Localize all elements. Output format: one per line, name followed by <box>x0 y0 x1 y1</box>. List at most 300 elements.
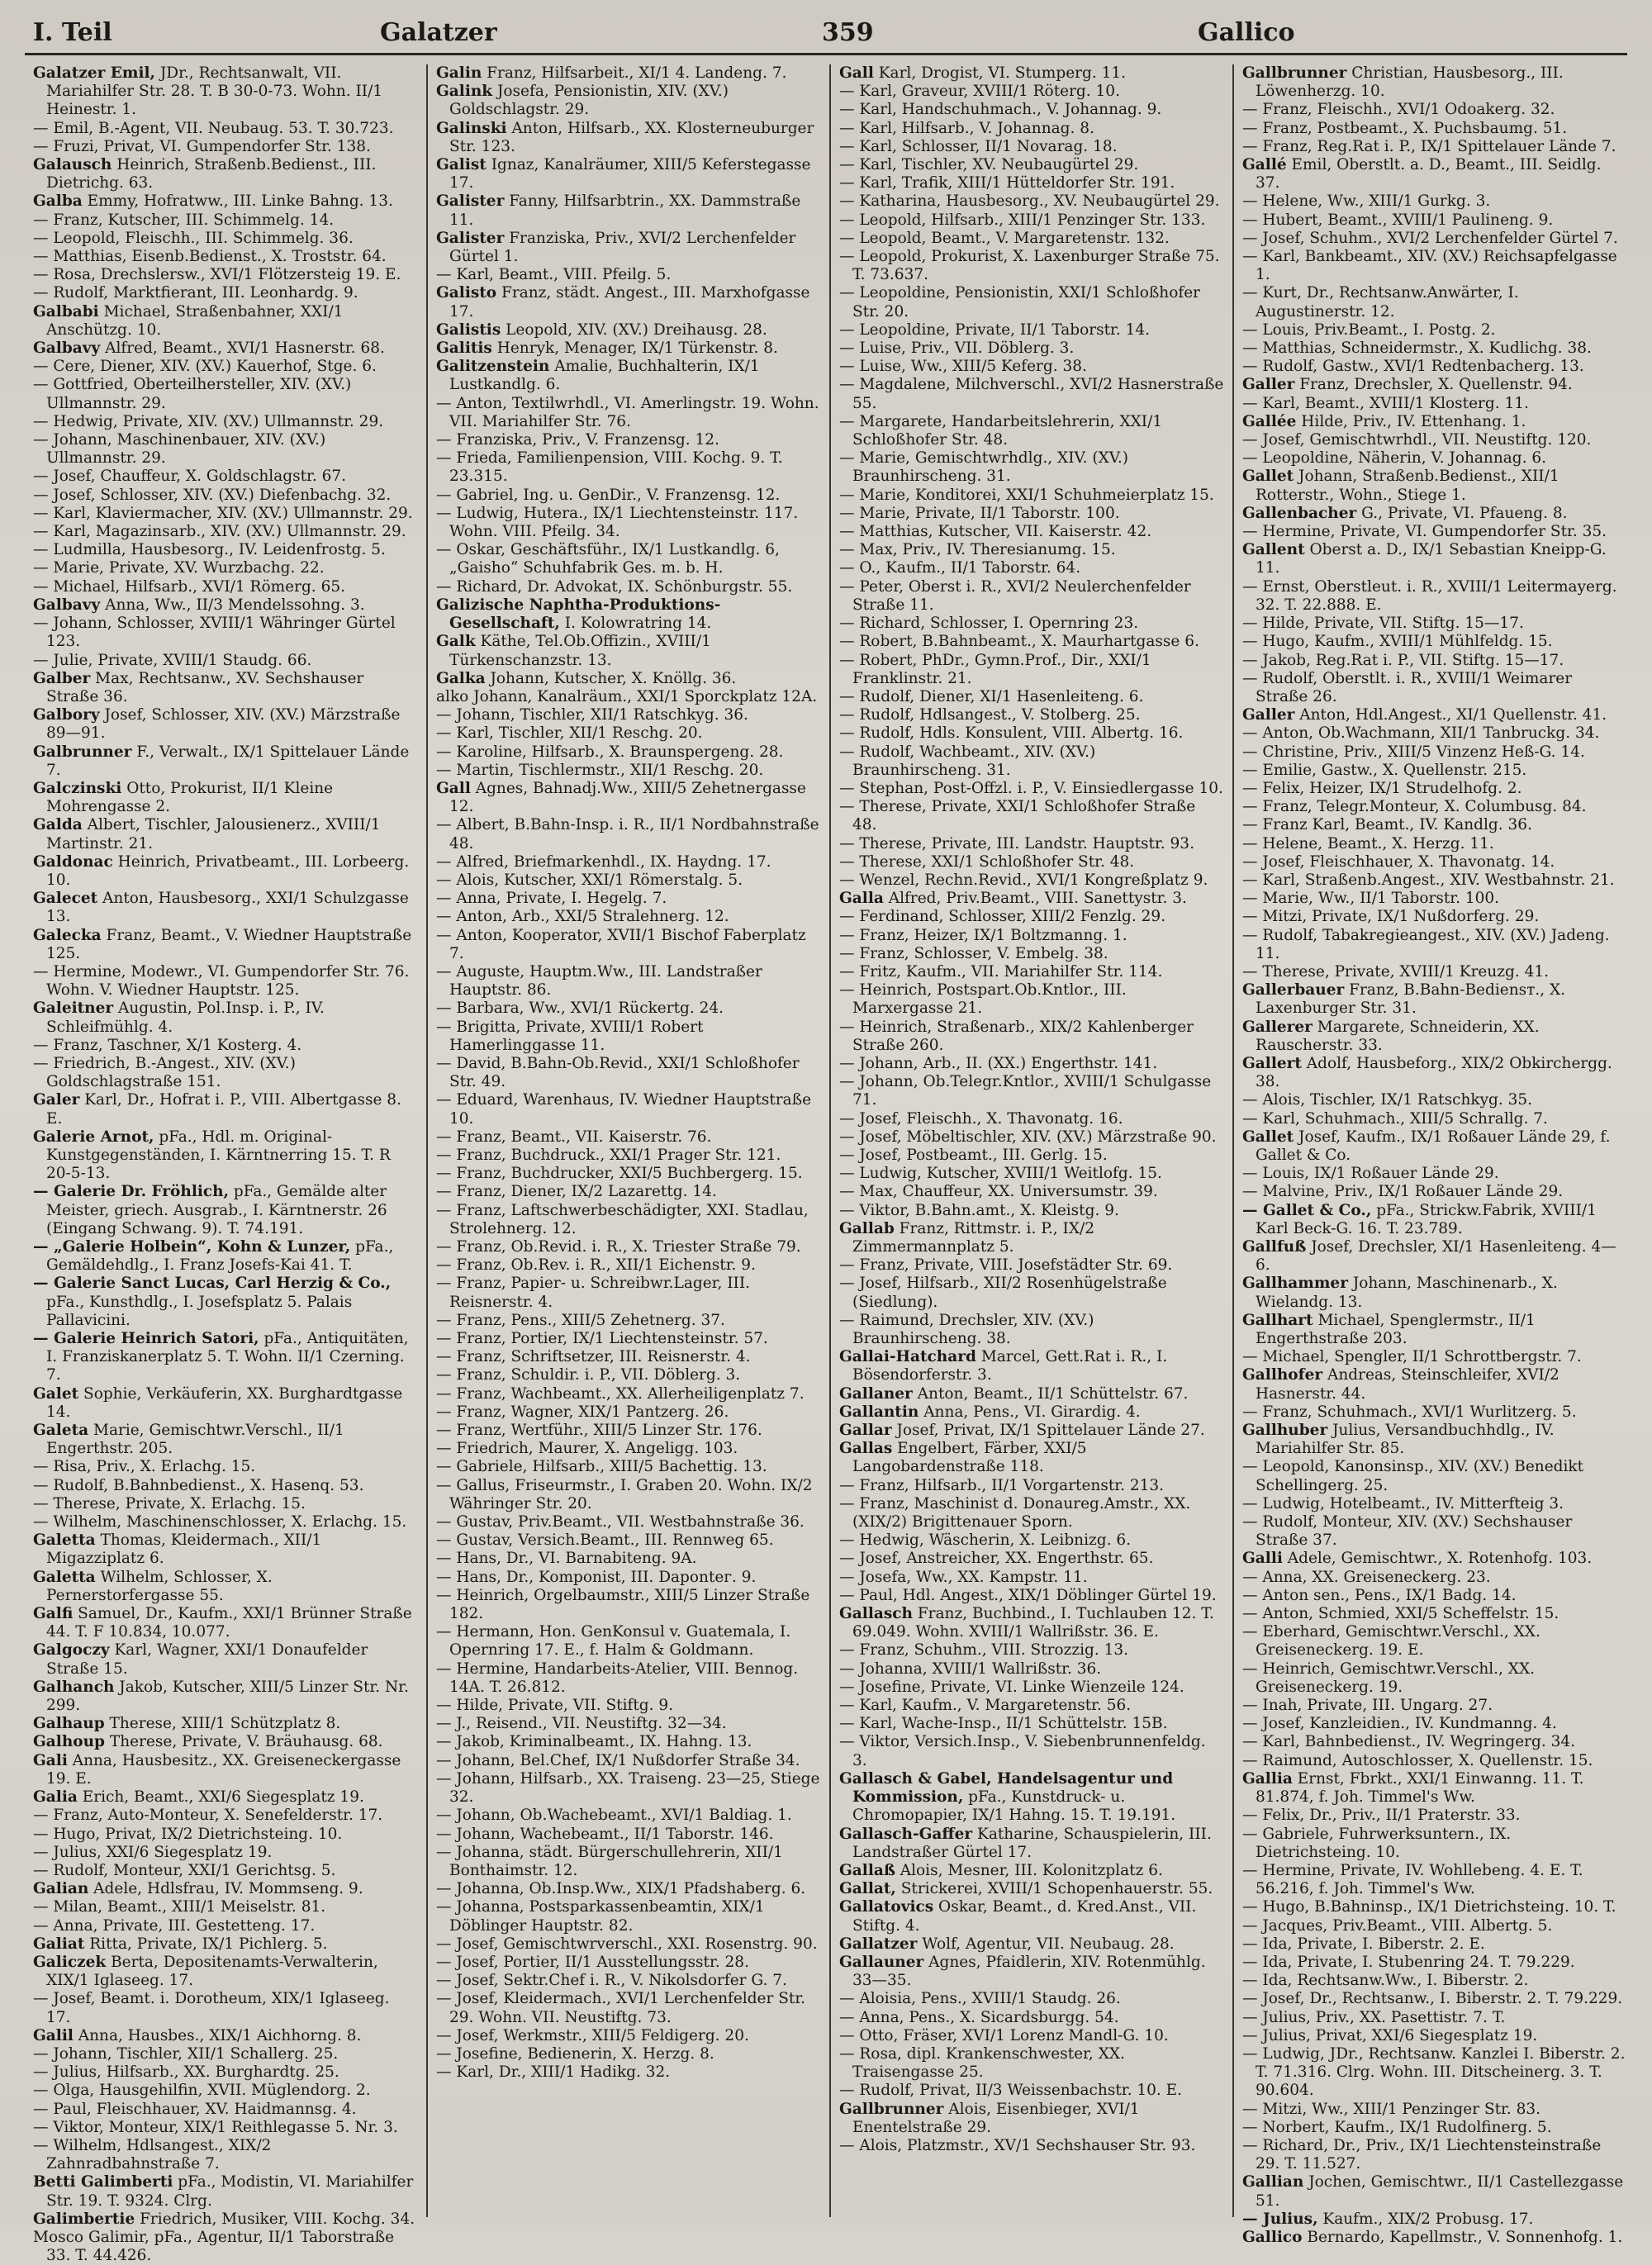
entry-details: — Johann, Maschinenbauer, XIV. (XV.) Ullmannstr. 29. <box>33 431 326 468</box>
directory-entry <box>839 1495 1224 1531</box>
directory-entry <box>33 927 418 963</box>
directory-entry <box>33 1477 418 1495</box>
directory-entry <box>1242 724 1627 743</box>
directory-entry <box>1242 1366 1627 1403</box>
directory-entry <box>839 1440 1224 1476</box>
directory-entry <box>839 1147 1224 1165</box>
directory-entry <box>33 487 418 505</box>
directory-entry <box>839 340 1224 358</box>
directory-entry <box>33 2137 418 2173</box>
directory-entry <box>1242 468 1627 504</box>
directory-entry <box>33 1715 418 1733</box>
entry-details: — Franz, Taschner, X/1 Kosterg. 4. <box>33 1036 302 1054</box>
entry-surname: Galgoczy <box>33 1641 110 1660</box>
entry-surname: Gallat, <box>839 1880 896 1898</box>
entry-details: — Richard, Dr. Advokat, IX. Schönburgstr. 55. <box>436 577 793 596</box>
entry-details: — Fruzi, Privat, VI. Gumpendorfer Str. 138. <box>33 137 371 155</box>
directory-entry <box>839 358 1224 376</box>
directory-entry <box>839 505 1224 523</box>
entry-surname: Galer <box>33 1091 80 1109</box>
entry-details: — Hugo, Privat, IX/2 Dietrichsteing. 10. <box>33 1825 343 1843</box>
directory-entry <box>839 487 1224 505</box>
entry-details: Franz, Beamt., V. Wiedner Hauptstraße 125. <box>46 926 412 962</box>
directory-entry <box>436 1275 821 1311</box>
entry-details: — Josef, Werkmstr., XIII/5 Feldigerg. 20. <box>436 2026 749 2044</box>
entry-details: — Johanna, Ob.Insp.Ww., XIX/1 Pfadshaberg. 6. <box>436 1880 806 1898</box>
entry-details: — Franziska, Priv., V. Franzensg. 12. <box>436 431 719 449</box>
directory-entry <box>1242 1954 1627 1972</box>
directory-entry <box>436 963 821 1000</box>
entry-details: — Oskar, Geschäftsführ., IX/1 Lustkandlg. 6, „Gaisho“ Schuhfabrik Ges. m. b. H. <box>436 541 780 577</box>
entry-details: — Stephan, Post-Offzl. i. P., V. Einsiedlergasse 10. <box>839 779 1223 797</box>
entry-surname: Gallet <box>1242 1128 1294 1146</box>
directory-entry <box>1242 1569 1627 1587</box>
entry-details: — Friedrich, B.-Angest., XIV. (XV.) Goldschlagstraße 151. <box>33 1054 296 1091</box>
entry-details: — Franz, Diener, IX/2 Lazarettg. 14. <box>436 1183 717 1201</box>
entry-details: — Paul, Hdl. Angest., XIX/1 Döblinger Gürtel 19. <box>839 1586 1217 1604</box>
entry-details: — Karl, Straßenb.Angest., XIV. Westbahnstr. 21. <box>1242 871 1615 889</box>
directory-entry <box>33 780 418 816</box>
directory-entry <box>33 578 418 596</box>
directory-entry <box>839 2009 1224 2027</box>
entry-details: — Hermine, Modewr., VI. Gumpendorfer Str. 76. Wohn. V. Wiedner Hauptstr. 125. <box>33 962 410 1000</box>
column-2 <box>426 64 829 2217</box>
directory-entry <box>1242 1752 1627 1770</box>
directory-entry <box>1242 1807 1627 1825</box>
entry-details: — Franz, Papier- u. Schreibwr.Lager, III. Reisnerstr. 4. <box>436 1275 751 1311</box>
directory-entry <box>436 449 821 486</box>
directory-entry <box>33 1330 418 1385</box>
entry-details: Ignaz, Kanalräumer, XIII/5 Keferstegasse 17. <box>449 156 811 192</box>
entry-details: Agnes, Bahnadj.Ww., XIII/5 Zehetnergasse 12. <box>449 779 806 816</box>
directory-entry <box>33 1990 418 2026</box>
entry-surname: Gallai-Hatchard <box>839 1348 976 1366</box>
entry-details: — Ida, Private, I. Stubenring 24. T. 79.229. <box>1242 1953 1575 1971</box>
column-3 <box>829 64 1232 2217</box>
entry-details: — Luise, Priv., VII. Döblerg. 3. <box>839 340 1075 358</box>
first-entry-guide: Galatzer <box>380 18 497 47</box>
entry-details: — Josefine, Private, VI. Linke Wienzeile 124. <box>839 1678 1184 1696</box>
directory-entry <box>839 321 1224 340</box>
directory-entry <box>839 174 1224 192</box>
directory-entry <box>839 83 1224 101</box>
entry-details: — Raimund, Drechsler, XIV. (XV.) Braunhirscheng. 38. <box>839 1311 1094 1348</box>
directory-entry <box>33 1605 418 1641</box>
entry-details: — Helene, Beamt., X. Herzg. 11. <box>1242 834 1494 852</box>
entry-details: — Julius, XXI/6 Siegesplatz 19. <box>33 1843 273 1861</box>
entry-details: — Johann, Hilfsarb., XX. Traiseng. 23—25, Stiege 32. <box>436 1769 820 1807</box>
entry-details: Berta, Depositenamts-Verwalterin, XIX/1 Iglaseeg. 17. <box>46 1953 378 1990</box>
entry-surname: Gallé <box>1242 156 1287 174</box>
entry-surname: Gallatzer <box>839 1935 918 1953</box>
entry-details: — Gabriel, Ing. u. GenDir., V. Franzensg. 12. <box>436 486 781 504</box>
entry-details: — Franz, Auto-Monteur, X. Senefelderstr. 17. <box>33 1807 383 1825</box>
entry-details: — Karl, Schuhmach., XIII/5 Schrallg. 7. <box>1242 1109 1548 1128</box>
directory-entry <box>33 1238 418 1275</box>
entry-details: — Josef, Schlosser, XIV. (XV.) Diefenbachg. 32. <box>33 486 392 504</box>
entry-details: — Paul, Fleischhauer, XV. Haidmannsg. 4. <box>33 2100 357 2118</box>
entry-details: — David, B.Bahn-Ob.Revid., XXI/1 Schloßhofer Str. 49. <box>436 1054 800 1091</box>
directory-entry <box>33 743 418 780</box>
directory-entry <box>33 1091 418 1128</box>
entry-details: — Kurt, Dr., Rechtsanw.Anwärter, I. Augustinerstr. 12. <box>1242 284 1519 321</box>
directory-entry <box>436 1348 821 1366</box>
directory-entry <box>33 358 418 376</box>
directory-entry <box>839 1550 1224 1568</box>
directory-entry <box>33 1275 418 1330</box>
entry-details: — Alfred, Briefmarkenhdl., IX. Haydng. 17. <box>436 852 771 871</box>
entry-details: — Karl, Klaviermacher, XIV. (XV.) Ullmannstr. 29. <box>33 504 413 522</box>
entry-details: Franziska, Priv., XVI/2 Lerchenfelder Gürtel 1. <box>449 229 796 266</box>
directory-entry <box>436 431 821 449</box>
entry-details: Oberst a. D., IX/1 Sebastian Kneipp-G. 11. <box>1256 541 1607 577</box>
directory-entry <box>436 340 821 358</box>
entry-surname: Gall <box>436 779 471 797</box>
directory-entry <box>1242 523 1627 541</box>
directory-entry <box>33 816 418 852</box>
directory-entry <box>839 559 1224 577</box>
entry-details: — Aloisia, Pens., XVIII/1 Staudg. 26. <box>839 1990 1121 2008</box>
entry-details: — Therese, XXI/1 Schloßhofer Str. 48. <box>839 852 1135 871</box>
directory-entry <box>839 1898 1224 1935</box>
directory-entry <box>436 1330 821 1348</box>
directory-entry <box>33 615 418 651</box>
entry-details: — Franz, Wagner, XIX/1 Pantzerg. 26. <box>436 1403 729 1421</box>
entry-details: — Rudolf, Marktfierant, III. Leonhardg. 9. <box>33 284 358 302</box>
directory-entry <box>1242 835 1627 853</box>
entry-details: — Anton, Textilwrhdl., VI. Amerlingstr. 19. Wohn. VII. Mariahilfer Str. 76. <box>436 394 819 430</box>
directory-entry <box>436 706 821 724</box>
entry-details: Franz, Drechsler, X. Quellenstr. 94. <box>1294 376 1573 394</box>
entry-details: — Anna, Private, I. Hegelg. 7. <box>436 890 667 908</box>
directory-entry <box>33 890 418 926</box>
entry-details: — Julius, Priv., XX. Pasettistr. 7. T. <box>1242 2008 1506 2026</box>
entry-details: — Franz, Schuldir. i. P., VII. Döblerg. 3. <box>436 1366 741 1384</box>
directory-entry <box>839 871 1224 890</box>
directory-entry <box>33 2229 418 2265</box>
directory-entry <box>33 2027 418 2045</box>
column-4 <box>1232 64 1635 2246</box>
entry-details: — Friedrich, Maurer, X. Angeligg. 103. <box>436 1440 738 1458</box>
entry-surname: Galinski <box>436 119 507 137</box>
directory-entry <box>839 724 1224 743</box>
directory-entry <box>436 743 821 762</box>
directory-entry <box>33 1733 418 1751</box>
directory-entry <box>839 1733 1224 1769</box>
directory-entry <box>839 1422 1224 1440</box>
entry-details: Anton, Hausbesorg., XXI/1 Schulzgasse 13. <box>46 890 409 926</box>
entry-details: — Karl, Trafik, XIII/1 Hütteldorfer Str. 191. <box>839 174 1175 192</box>
entry-details: Katharine, Schauspielerin, III. Landstraßer Gürtel 17. <box>852 1825 1212 1861</box>
entry-surname: Galimbertie <box>33 2210 135 2228</box>
directory-entry <box>839 2137 1224 2155</box>
directory-entry <box>1242 1183 1627 1201</box>
entry-surname: Gallaner <box>839 1384 913 1403</box>
directory-entry <box>436 1477 821 1513</box>
entry-surname: Galbrunner <box>33 743 132 761</box>
directory-entry <box>33 1898 418 1916</box>
directory-entry <box>33 523 418 541</box>
directory-entry <box>839 1715 1224 1733</box>
directory-entry <box>33 211 418 230</box>
directory-entry <box>1242 1935 1627 1954</box>
directory-entry <box>436 1238 821 1256</box>
entry-details: Therese, XIII/1 Schützplatz 8. <box>104 1715 341 1733</box>
directory-entry <box>436 487 821 505</box>
directory-entry <box>436 816 821 852</box>
directory-entry <box>839 413 1224 449</box>
directory-entry <box>1242 101 1627 119</box>
entry-details: Therese, Private, V. Bräuhausg. 68. <box>105 1733 383 1751</box>
directory-entry <box>33 1000 418 1036</box>
entry-details: — Gottfried, Oberteilhersteller, XIV. (XV.) Ullmannstr. 29. <box>33 376 352 412</box>
directory-entry <box>436 192 821 229</box>
directory-columns <box>25 64 1635 2265</box>
entry-surname: Galetta <box>33 1568 96 1586</box>
directory-entry <box>33 2101 418 2119</box>
entry-details: Alfred, Priv.Beamt., VIII. Sanettystr. 3. <box>883 890 1187 908</box>
entry-details: Michael, Straßenbahner, XXI/1 Anschützg. 10. <box>46 302 344 339</box>
directory-entry <box>1242 192 1627 211</box>
entry-details: — Johann, Schlosser, XVIII/1 Währinger Gürtel 123. <box>33 615 396 651</box>
entry-details: — Auguste, Hauptm.Ww., III. Landstraßer Hauptstr. 86. <box>436 962 762 1000</box>
directory-entry <box>839 780 1224 798</box>
entry-details: — Karl, Kaufm., V. Margaretenstr. 56. <box>839 1697 1132 1715</box>
directory-entry <box>1242 1348 1627 1366</box>
entry-details: — Richard, Dr., Priv., IX/1 Liechtensteinstraße 29. T. 11.527. <box>1242 2136 1602 2173</box>
directory-entry <box>839 706 1224 724</box>
entry-details: Henryk, Menager, IX/1 Türkenstr. 8. <box>491 340 778 358</box>
entry-details: — Rudolf, Diener, XI/1 Hasenleiteng. 6. <box>839 687 1144 705</box>
directory-entry <box>436 1531 821 1550</box>
entry-details: Leopold, XIV. (XV.) Dreihausg. 28. <box>501 321 767 339</box>
entry-details: — Barbara, Ww., XVI/1 Rückertg. 24. <box>436 1000 724 1018</box>
directory-entry <box>839 284 1224 321</box>
entry-details: Friedrich, Musiker, VIII. Kochg. 34. <box>135 2210 415 2228</box>
directory-entry <box>1242 1275 1627 1311</box>
entry-details: — Olga, Hausgehilfin, XVII. Müglendorg. 2. <box>33 2082 371 2100</box>
directory-entry <box>1242 762 1627 780</box>
directory-entry <box>1242 505 1627 523</box>
entry-details: Margarete, Schneiderin, XX. Rauscherstr. 33. <box>1256 1018 1540 1054</box>
directory-entry <box>839 1055 1224 1073</box>
entry-details: — Hugo, Kaufm., XVIII/1 Mühlfeldg. 15. <box>1242 633 1553 651</box>
entry-details: Anna, Hausbesitz., XX. Greiseneckergasse 19. E. <box>46 1751 401 1788</box>
entry-surname: Gallhofer <box>1242 1366 1323 1384</box>
entry-details: — Josef, Beamt. i. Dorotheum, XIX/1 Iglaseeg. 17. <box>33 1990 390 2026</box>
entry-surname: Galecet <box>33 890 98 908</box>
entry-details: — Leopold, Hilfsarb., XIII/1 Penzinger Str. 133. <box>839 211 1206 229</box>
entry-details: Karl, Dr., Hofrat i. P., VIII. Albertgasse 8. E. <box>46 1091 401 1128</box>
directory-entry <box>436 64 821 83</box>
entry-details: — Karl, Beamt., XVIII/1 Klosterg. 11. <box>1242 394 1529 412</box>
entry-details: — Leopold, Beamt., V. Margaretenstr. 132. <box>839 229 1170 247</box>
entry-details: — Franz, Beamt., VII. Kaiserstr. 76. <box>436 1128 712 1146</box>
entry-details: — Franz, Kutscher, III. Schimmelg. 14. <box>33 211 335 229</box>
entry-details: — Josef, Anstreicher, XX. Engerthstr. 65. <box>839 1550 1154 1568</box>
directory-entry <box>33 1935 418 1954</box>
entry-details: — Johann, Arb., II. (XX.) Engerthstr. 141. <box>839 1054 1158 1072</box>
directory-entry <box>1242 981 1627 1018</box>
directory-entry <box>33 706 418 743</box>
entry-details: Augustin, Pol.Insp. i. P., IV. Schleifmühlg. 4. <box>46 1000 325 1036</box>
entry-details: — Therese, Private, XVIII/1 Kreuzg. 41. <box>1242 962 1550 981</box>
directory-entry <box>839 1641 1224 1660</box>
directory-entry <box>1242 248 1627 284</box>
directory-entry <box>839 2045 1224 2082</box>
directory-entry <box>839 2101 1224 2137</box>
entry-details: — Marie, Konditorei, XXI/1 Schuhmeierplatz 15. <box>839 486 1214 504</box>
directory-entry <box>436 1807 821 1825</box>
entry-details: — Alois, Tischler, IX/1 Ratschkyg. 35. <box>1242 1091 1533 1109</box>
directory-entry <box>33 1826 418 1844</box>
entry-details: — Rudolf, Hdlsangest., V. Stolberg. 25. <box>839 706 1141 724</box>
entry-details: — Richard, Schlosser, I. Opernring 23. <box>839 615 1139 633</box>
directory-entry <box>436 1733 821 1751</box>
directory-entry <box>839 101 1224 119</box>
entry-details: — Hans, Dr., Komponist, III. Dapontег. 9. <box>436 1568 757 1586</box>
directory-entry <box>33 1037 418 1055</box>
directory-entry <box>1242 413 1627 431</box>
entry-surname: Galatzer Emil, <box>33 64 155 82</box>
entry-details: — Christine, Priv., XIII/5 Vinzenz Heß-G. 14. <box>1242 743 1585 761</box>
directory-entry <box>436 1440 821 1458</box>
entry-details: — Matthias, Schneidermstr., X. Kudlichg. 38. <box>1242 340 1592 358</box>
entry-details: Karl, Drogist, VI. Stumperg. 11. <box>873 64 1127 82</box>
directory-entry <box>839 615 1224 633</box>
directory-entry <box>1242 1898 1627 1916</box>
entry-details: — O., Kaufm., II/1 Taborstr. 64. <box>839 559 1081 577</box>
directory-entry <box>436 156 821 192</box>
entry-details: Franz, Buchbind., I. Tuchlauben 12. T. 69.049. Wohn. XVIII/1 Wallrißstr. 36. E. <box>852 1605 1214 1641</box>
directory-entry <box>33 2119 418 2137</box>
entry-details: — Louis, Priv.Beamt., I. Postg. 2. <box>1242 321 1496 339</box>
entry-details: Michael, Spenglermstr., II/1 Engerthstraße 203. <box>1256 1311 1536 1348</box>
entry-details: — Wilhelm, Hdlsangest., XIX/2 Zahnradbahnstraße 7. <box>33 2136 272 2173</box>
entry-surname: Galhaup <box>33 1715 105 1733</box>
directory-entry <box>1242 211 1627 230</box>
entry-details: Fanny, Hilfsarbtrin., XX. Dammstraße 11. <box>449 192 801 229</box>
entry-details: — Josef, Fleischh., X. Thavonatg. 16. <box>839 1109 1123 1128</box>
directory-entry <box>436 2027 821 2045</box>
directory-entry <box>1242 670 1627 706</box>
entry-details: — Franz, Schuhm., VIII. Strozzig. 13. <box>839 1641 1129 1660</box>
entry-details: — Therese, Private, X. Erlachg. 15. <box>33 1494 306 1512</box>
directory-entry <box>33 1641 418 1678</box>
entry-details: — Marie, Private, II/1 Taborstr. 100. <box>839 504 1120 522</box>
directory-entry <box>1242 2173 1627 2210</box>
entry-details: — Karl, Tischler, XV. Neubaugürtel 29. <box>839 156 1139 174</box>
directory-entry <box>436 1366 821 1384</box>
directory-entry <box>33 340 418 358</box>
entry-surname: — Julius, <box>1242 2210 1318 2228</box>
entry-surname: Galet <box>33 1384 79 1403</box>
entry-details: Hilde, Priv., IV. Ettenhang. 1. <box>1296 412 1526 430</box>
entry-details: Alfred, Beamt., XVI/1 Hasnerstr. 68. <box>100 340 385 358</box>
entry-details: Thomas, Kleidermach., XII/1 Migazziplatz 6. <box>46 1531 322 1568</box>
directory-entry <box>1242 652 1627 670</box>
part-label: I. Teil <box>33 18 112 47</box>
directory-entry <box>1242 2027 1627 2045</box>
entry-details: Anton, Hdl.Angest., XI/1 Quellenstr. 41. <box>1294 706 1607 724</box>
entry-details: pFa., Antiquitäten, I. Franziskanerplatz 5. T. Wohn. II/1 Czerning. 7. <box>46 1330 409 1384</box>
entry-details: — Peter, Oberst i. R., XVI/2 Neulerchenfelder Straße 11. <box>839 577 1191 614</box>
entry-details: — Josef, Kanzleidien., IV. Kundmanng. 4. <box>1242 1715 1557 1733</box>
directory-entry <box>436 266 821 284</box>
directory-entry <box>839 1256 1224 1275</box>
directory-entry <box>436 578 821 596</box>
directory-entry <box>436 1165 821 1183</box>
entry-details: — Hugo, B.Bahninsp., IX/1 Dietrichsteing. 10. T. <box>1242 1898 1616 1916</box>
directory-entry <box>1242 1917 1627 1935</box>
directory-entry <box>436 120 821 156</box>
directory-entry <box>436 1256 821 1275</box>
entry-details: — Milan, Beamt., XIII/1 Meiselstr. 81. <box>33 1898 326 1916</box>
directory-entry <box>436 908 821 926</box>
directory-entry <box>436 871 821 890</box>
entry-details: Julius, Versandbuchhdlg., IV. Mariahilfer Str. 85. <box>1256 1422 1555 1458</box>
directory-entry <box>839 853 1224 871</box>
directory-entry <box>33 156 418 192</box>
directory-entry <box>33 2082 418 2100</box>
directory-entry <box>436 1935 821 1954</box>
entry-surname: Galla <box>839 890 884 908</box>
entry-surname: Galler <box>1242 706 1295 724</box>
entry-details: — Wilhelm, Maschinenschlosser, X. Erlachg. 15. <box>33 1513 407 1531</box>
directory-entry <box>1242 340 1627 358</box>
entry-details: — Josef, Chauffeur, X. Goldschlagstr. 67. <box>33 468 347 486</box>
entry-surname: Galistis <box>436 321 501 339</box>
directory-entry <box>1242 2119 1627 2137</box>
entry-details: — Franz, Buchdrucker, XXI/5 Buchbergerg. 15. <box>436 1165 803 1183</box>
entry-details: Johann, Maschinenarb., X. Wielandg. 13. <box>1256 1275 1558 1311</box>
entry-details: — Josef, Schuhm., XVI/2 Lerchenfelder Gürtel 7. <box>1242 229 1618 247</box>
directory-entry <box>1242 431 1627 449</box>
entry-details: — Rosa, Drechslersw., XVI/1 Flötzersteig 19. E. <box>33 266 401 284</box>
last-entry-guide: Gallico <box>1198 18 1295 47</box>
directory-entry <box>1242 2210 1627 2229</box>
entry-details: — Magdalene, Milchverschl., XVI/2 Hasnerstraße 55. <box>839 376 1224 412</box>
directory-entry <box>436 1972 821 1990</box>
directory-entry <box>436 1770 821 1807</box>
entry-details: alko Johann, Kanalräum., XXI/1 Sporckplatz 12A. <box>436 687 818 705</box>
directory-entry <box>33 192 418 211</box>
entry-details: pFa., Modistin, VI. Mariahilfer Str. 19. T. 9324. Clrg. <box>46 2173 414 2210</box>
entry-details: — Rosa, dipl. Krankenschwester, XX. Traisengasse 25. <box>839 2044 1125 2082</box>
entry-details: — Ludwig, Hotelbeamt., IV. Mitterfteig 3. <box>1242 1494 1564 1512</box>
entry-details: — Heinrich, Orgelbaumstr., XIII/5 Linzer Straße 182. <box>436 1586 810 1623</box>
entry-details: — Johann, Tischler, XII/1 Ratschkyg. 36. <box>436 706 748 724</box>
entry-surname: Gallia <box>1242 1769 1293 1788</box>
entry-details: — Franz, Fleischh., XVI/1 Odoakerg. 32. <box>1242 101 1555 119</box>
entry-surname: Gallar <box>839 1422 892 1440</box>
entry-details: — Franz, Maschinist d. Donaureg.Amstr., XX. (XIX/2) Brigittenauer Sporn. <box>839 1494 1191 1531</box>
entry-surname: Galda <box>33 816 83 834</box>
entry-surname: Gallaß <box>839 1861 895 1879</box>
directory-entry <box>839 138 1224 156</box>
entry-details: — Franz Karl, Beamt., IV. Kandlg. 36. <box>1242 816 1532 834</box>
entry-details: Andreas, Steinschleifer, XVI/2 Hasnerstr. 44. <box>1256 1366 1559 1403</box>
entry-details: — Emilie, Gastw., X. Quellenstr. 215. <box>1242 761 1527 779</box>
entry-details: — Viktor, Versich.Insp., V. Siebenbrunnenfeldg. 3. <box>839 1733 1206 1769</box>
directory-entry <box>1242 1495 1627 1513</box>
directory-entry <box>1242 1605 1627 1623</box>
entry-details: — Therese, Private, XXI/1 Schloßhofer Straße 48. <box>839 798 1196 834</box>
entry-details: Anna, Pens., VI. Girardig. 4. <box>919 1403 1141 1421</box>
entry-details: — Gabriele, Hilfsarb., XIII/5 Bachettig. 13. <box>436 1458 767 1476</box>
directory-entry <box>1242 1715 1627 1733</box>
entry-details: Franz, Hilfsarbeit., XI/1 4. Landeng. 7. <box>482 64 787 82</box>
